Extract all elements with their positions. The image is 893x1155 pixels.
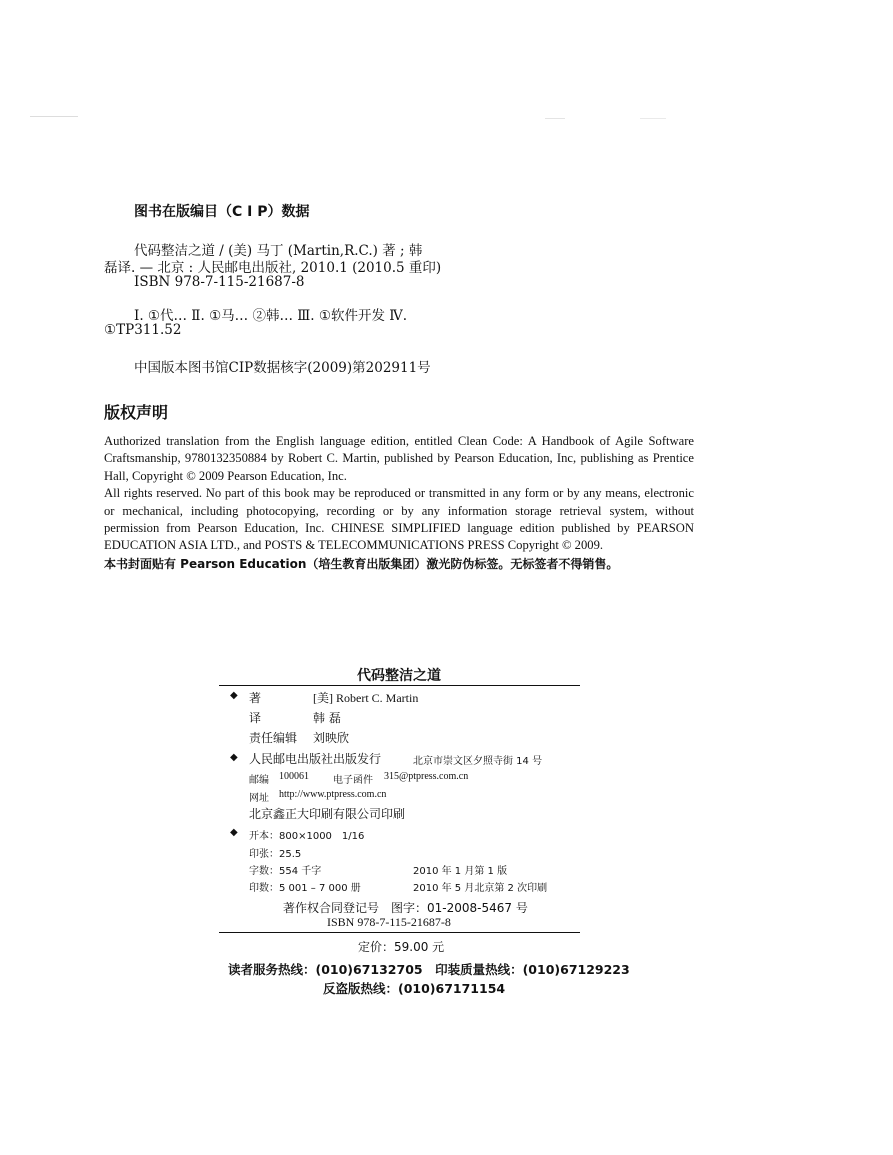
author-label: 著	[249, 691, 262, 705]
translator-label: 译	[249, 711, 262, 725]
bottom-rule	[219, 932, 580, 933]
cip-line-title: 代码整洁之道 / (美) 马丁 (Martin,R.C.) 著 ; 韩	[134, 243, 423, 259]
email-label: 电子函件	[333, 775, 373, 786]
editor-label: 责任编辑	[249, 731, 298, 745]
postcode-value: 100061	[279, 771, 309, 782]
scan-speck	[30, 116, 78, 117]
cip-line-record-number: 中国版本图书馆CIP数据核字(2009)第202911号	[134, 360, 431, 376]
copyright-block	[104, 433, 694, 573]
anti-counterfeit-notice: 本书封面贴有 Pearson Education（培生教育出版集团）激光防伪标签。无标签者不得销售。	[104, 556, 619, 571]
publisher-line: 人民邮电出版社出版发行	[249, 752, 382, 766]
format-line: 开本：800×1000 1/16	[249, 831, 365, 842]
author-value: [美] Robert C. Martin	[313, 691, 419, 705]
cip-line-isbn: ISBN 978-7-115-21687-8	[134, 274, 305, 290]
service-hotline: 读者服务热线：(010)67132705 印装质量热线：(010)67129223	[228, 962, 630, 977]
publisher-address: 北京市崇文区夕照寺街 14 号	[413, 756, 543, 767]
bullet-diamond-icon: ◆	[230, 690, 238, 701]
reprint-line: 2010 年 5 月北京第 2 次印刷	[413, 883, 548, 894]
editor-value: 刘映欣	[313, 731, 350, 745]
copyright-paragraph-2: All rights reserved. No part of this book may be reproduced or transmitted in any form or by any means, electronic or mechanical, including photocopying, recording or by any information storage retrieval system, without permission from Pearson Education, Inc. CHINESE SIMPLIFIED language edition published by PEARSON EDUCATION ASIA LTD., and POSTS & TELECOMMUNICATIONS PRESS Copyright © 2009.	[104, 486, 694, 553]
email-value: 315@ptpress.com.cn	[384, 771, 469, 782]
copyright-heading: 版权声明	[104, 403, 169, 422]
website-value: http://www.ptpress.com.cn	[279, 789, 387, 800]
piracy-hotline: 反盗版热线：(010)67171154	[323, 981, 506, 996]
postcode-label: 邮编	[249, 775, 269, 786]
book-isbn: ISBN 978-7-115-21687-8	[327, 915, 451, 929]
printer-line: 北京鑫正大印刷有限公司印刷	[249, 807, 406, 821]
translator-value: 韩 磊	[313, 711, 341, 725]
bullet-diamond-icon: ◆	[230, 752, 238, 763]
price: 定价：59.00 元	[358, 940, 445, 954]
sheets-line: 印张：25.5	[249, 849, 302, 860]
website-label: 网址	[249, 793, 269, 804]
contract-registration: 著作权合同登记号 图字：01-2008-5467 号	[283, 901, 528, 915]
words-line: 字数：554 千字	[249, 866, 322, 877]
book-title: 代码整洁之道	[357, 668, 441, 684]
cip-heading: 图书在版编目（C I P）数据	[134, 204, 310, 220]
first-edition-line: 2010 年 1 月第 1 版	[413, 866, 508, 877]
copyright-paragraph-1: Authorized translation from the English language edition, entitled Clean Code: A Handbook of Agile Software Craftsmanship, 9780132350884 by Robert C. Martin, published by Pearson Education, Inc, publishing as Prentice Hall, Copyright © 2009 Pearson Education, Inc.	[104, 434, 694, 483]
cip-line-publisher: 磊译. — 北京 : 人民邮电出版社, 2010.1 (2010.5 重印)	[104, 260, 442, 276]
bullet-diamond-icon: ◆	[230, 827, 238, 838]
cip-line-subjects: Ⅰ. ①代… Ⅱ. ①马… ②韩… Ⅲ. ①软件开发 Ⅳ.	[134, 308, 408, 324]
top-rule	[219, 685, 580, 686]
scan-speck	[640, 118, 666, 119]
scan-speck	[545, 118, 565, 119]
print-count-line: 印数：5 001 – 7 000 册	[249, 883, 361, 894]
cip-line-classification: ①TP311.52	[104, 322, 182, 338]
